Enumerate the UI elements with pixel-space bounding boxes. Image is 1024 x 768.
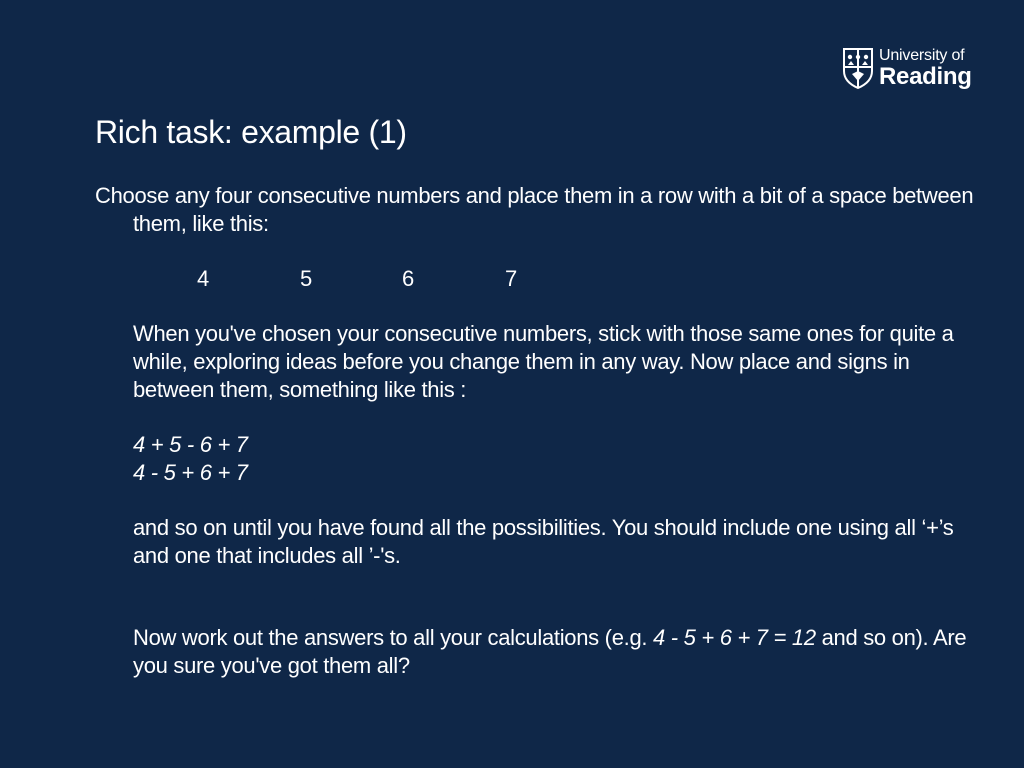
intro-paragraph: Choose any four consecutive numbers and place them in a row with a bit of a space between them, like this: [95,183,974,236]
logo-line-2: Reading [879,63,972,90]
university-shield-icon [842,47,874,89]
spacer [95,293,975,320]
number-row [95,265,975,293]
instruction-paragraph: When you've chosen your consecutive numbers, stick with those same ones for quite a while, exploring ideas before you change them in any way. Now place and signs in between them, something like this : [133,321,954,402]
spacer [95,404,975,431]
number-item: 6 [402,266,414,291]
example-line: 4 - 5 + 6 + 7 [133,460,248,485]
example-line: 4 + 5 - 6 + 7 [133,432,248,457]
possibilities-paragraph: and so on until you have found all the possibilities. You should include one using all ‘+’s and one that includes all ’-'s. [133,515,954,568]
spacer [95,487,975,514]
slide-title: Rich task: example (1) [95,114,407,150]
calculation-example: 4 - 5 + 6 + 7 = 12 [653,625,816,650]
number-item: 7 [505,266,517,291]
logo-line-1: University of [879,47,965,64]
final-paragraph-part-1: Now work out the answers to all your calculations (e.g. [133,625,653,650]
final-paragraph-part-2: and so on). Are you sure you've got them all? [133,625,967,678]
spacer [95,570,975,624]
slide-content [95,182,975,680]
final-paragraph [95,624,975,680]
number-item: 5 [300,266,312,291]
number-item: 4 [197,266,209,291]
university-logo [842,47,982,95]
